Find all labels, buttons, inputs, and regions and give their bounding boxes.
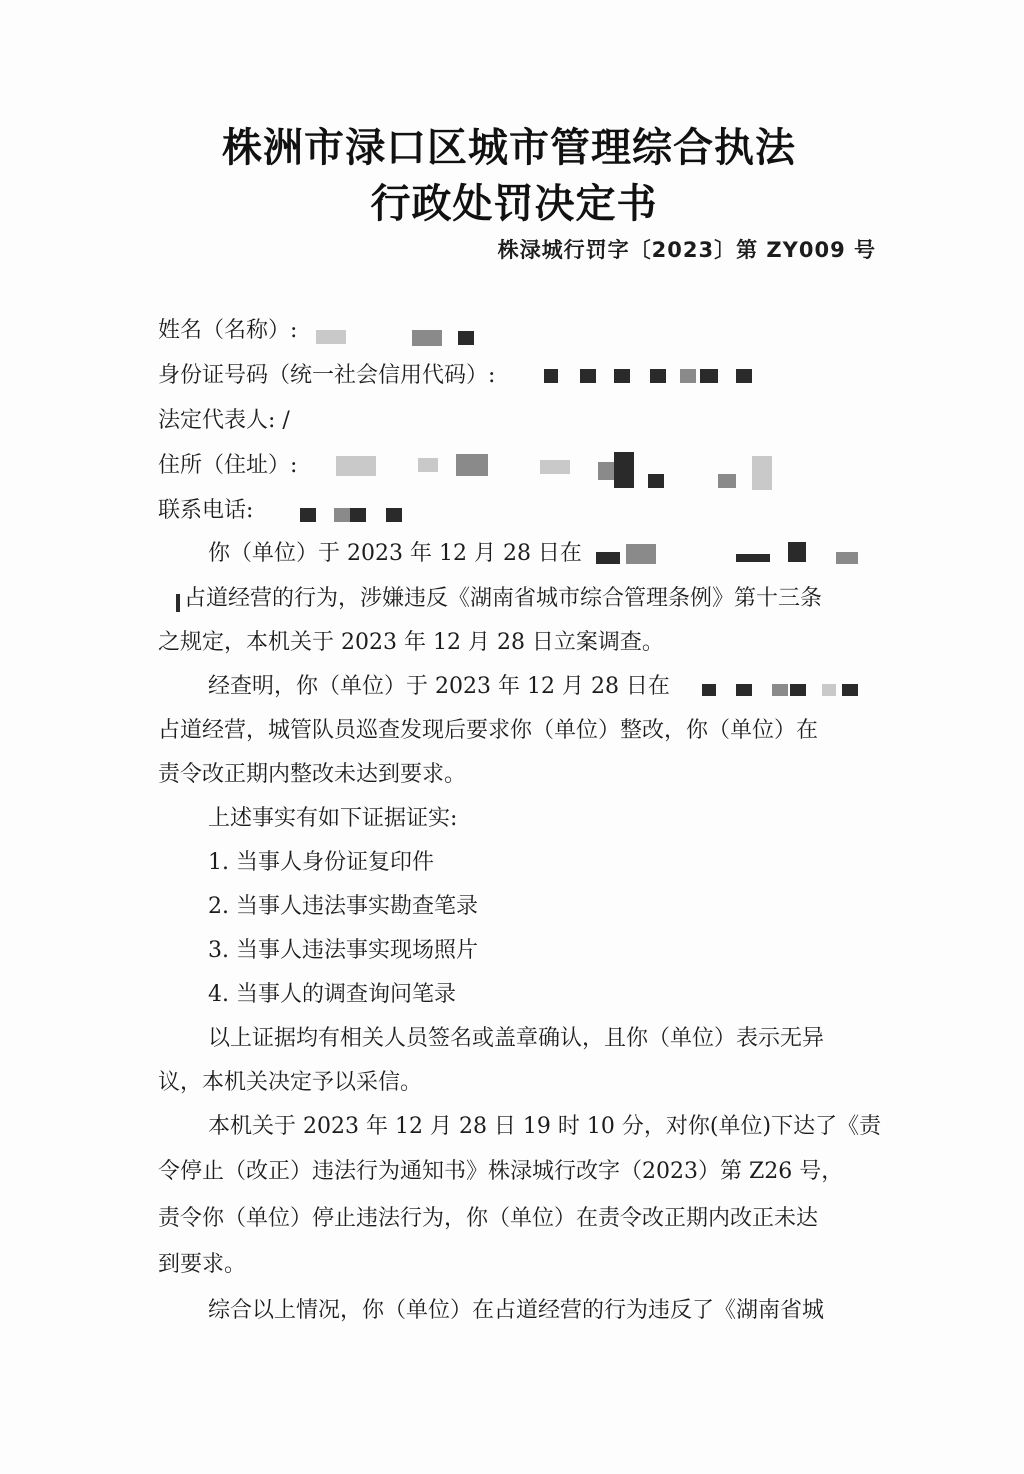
document-number: 株渌城行罚字〔2023〕第 ZY009 号 xyxy=(497,238,876,262)
document-title: 株洲市渌口区城市管理综合执法 xyxy=(222,125,796,171)
evidence-item: 2. 当事人违法事实勘查笔录 xyxy=(208,894,478,919)
paragraph-line: 上述事实有如下证据证实: xyxy=(208,806,458,831)
paragraph-line: 综合以上情况，你（单位）在占道经营的行为违反了《湖南省城 xyxy=(208,1298,825,1323)
evidence-item: 3. 当事人违法事实现场照片 xyxy=(208,938,478,963)
document-subtitle: 行政处罚决定书 xyxy=(370,181,658,227)
paragraph-line: 以上证据均有相关人员签名或盖章确认，且你（单位）表示无异 xyxy=(208,1026,825,1051)
evidence-item: 4. 当事人的调查询问笔录 xyxy=(208,982,456,1007)
paragraph-line: 责令你（单位）停止违法行为，你（单位）在责令改正期内改正未达 xyxy=(158,1206,819,1231)
paragraph-line: 你（单位）于 2023 年 12 月 28 日在 xyxy=(208,541,582,566)
paragraph-line: 到要求。 xyxy=(158,1252,247,1277)
evidence-item: 1. 当事人身份证复印件 xyxy=(208,850,434,875)
paragraph-line: 令停止（改正）违法行为通知书》株渌城行改字（2023）第 Z26 号， xyxy=(158,1159,844,1184)
paragraph-line: 占道经营，城管队员巡查发现后要求你（单位）整改，你（单位）在 xyxy=(158,718,819,743)
name-field-label: 姓名（名称）: xyxy=(158,318,298,343)
paragraph-line: 本机关于 2023 年 12 月 28 日 19 时 10 分，对你(单位)下达了《责 xyxy=(208,1114,882,1139)
address-field-label: 住所（住址）: xyxy=(158,453,298,478)
phone-field-label: 联系电话: xyxy=(158,498,254,523)
legal-rep-field: 法定代表人: / xyxy=(158,408,290,433)
paragraph-line: 议，本机关决定予以采信。 xyxy=(158,1070,423,1095)
paragraph-line: 经查明，你（单位）于 2023 年 12 月 28 日在 xyxy=(208,674,670,699)
paragraph-line: 责令改正期内整改未达到要求。 xyxy=(158,762,467,787)
paragraph-line: 占道经营的行为，涉嫌违反《湖南省城市综合管理条例》第十三条 xyxy=(184,586,823,611)
id-field-label: 身份证号码（统一社会信用代码）: xyxy=(158,363,496,388)
paragraph-line: 之规定，本机关于 2023 年 12 月 28 日立案调查。 xyxy=(158,630,664,655)
